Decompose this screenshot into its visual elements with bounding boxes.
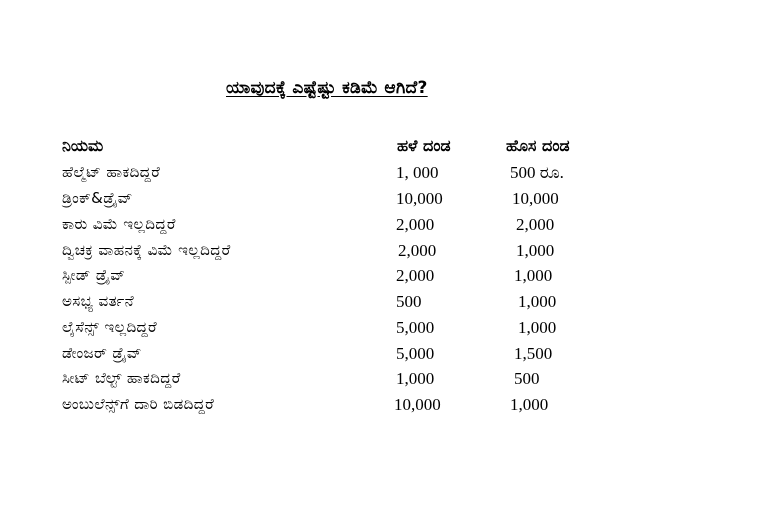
new-fine-cell: 10,000: [512, 189, 559, 208]
rule-cell: ಅಸಭ್ಯ ವರ್ತನೆ: [62, 292, 135, 310]
new-fine-cell: 1,500: [514, 344, 553, 363]
old-fine-cell: 500: [396, 292, 422, 311]
new-fine-cell: 500 ರೂ.: [510, 163, 564, 182]
rule-cell: ಕಾರು ವಿಮೆ ಇಲ್ಲದಿದ್ದರೆ: [62, 215, 176, 233]
new-fine-cell: 1,000: [514, 266, 553, 285]
column-header-old-fine: ಹಳೆ ದಂಡ: [397, 136, 451, 155]
old-fine-cell: 5,000: [396, 318, 435, 337]
table-row: [0, 292, 768, 318]
old-fine-cell: 1, 000: [396, 163, 439, 182]
rule-cell: ಡೇಂಜರ್ ಡ್ರೈವ್: [62, 344, 142, 362]
rule-cell: ಅಂಬುಲೆನ್ಸ್‌ಗೆ ದಾರಿ ಬಿಡದಿದ್ದರೆ: [62, 395, 215, 413]
table-row: [0, 215, 768, 241]
table-row: [0, 163, 768, 189]
table-row: [0, 189, 768, 215]
table-row: [0, 395, 768, 421]
table-row: [0, 369, 768, 395]
table-row: [0, 318, 768, 344]
table-row: [0, 241, 768, 267]
rule-cell: ದ್ವಿಚಕ್ರ ವಾಹನಕ್ಕೆ ವಿಮೆ ಇಲ್ಲದಿದ್ದರೆ: [62, 241, 231, 259]
table-row: [0, 344, 768, 370]
new-fine-cell: 1,000: [510, 395, 549, 414]
new-fine-cell: 1,000: [518, 292, 557, 311]
rule-cell: ಲೈಸೆನ್ಸ್ ಇಲ್ಲದಿದ್ದರೆ: [62, 318, 157, 336]
new-fine-cell: 1,000: [518, 318, 557, 337]
old-fine-cell: 10,000: [396, 189, 443, 208]
column-header-rule: ನಿಯಮ: [62, 136, 104, 155]
rule-cell: ಹೆಲ್ಮೆಟ್ ಹಾಕದಿದ್ದರೆ: [62, 163, 161, 181]
old-fine-cell: 1,000: [396, 369, 435, 388]
old-fine-cell: 2,000: [398, 241, 437, 260]
old-fine-cell: 2,000: [396, 266, 435, 285]
new-fine-cell: 500: [514, 369, 540, 388]
table-row: [0, 266, 768, 292]
old-fine-cell: 10,000: [394, 395, 441, 414]
old-fine-cell: 5,000: [396, 344, 435, 363]
new-fine-cell: 2,000: [516, 215, 555, 234]
old-fine-cell: 2,000: [396, 215, 435, 234]
rule-cell: ಸೀಟ್ ಬೆಲ್ಟ್ ಹಾಕದಿದ್ದರೆ: [62, 369, 181, 387]
rule-cell: ಡ್ರಿಂಕ್&ಡ್ರೈವ್: [62, 189, 133, 207]
new-fine-cell: 1,000: [516, 241, 555, 260]
document-title: ಯಾವುದಕ್ಕೆ ಎಷ್ಟೆಷ್ಟು ಕಡಿಮೆ ಆಗಿದೆ?: [226, 78, 428, 98]
column-header-new-fine: ಹೊಸ ದಂಡ: [506, 136, 570, 155]
rule-cell: ಸ್ಪೀಡ್ ಡ್ರೈವ್: [62, 266, 126, 284]
